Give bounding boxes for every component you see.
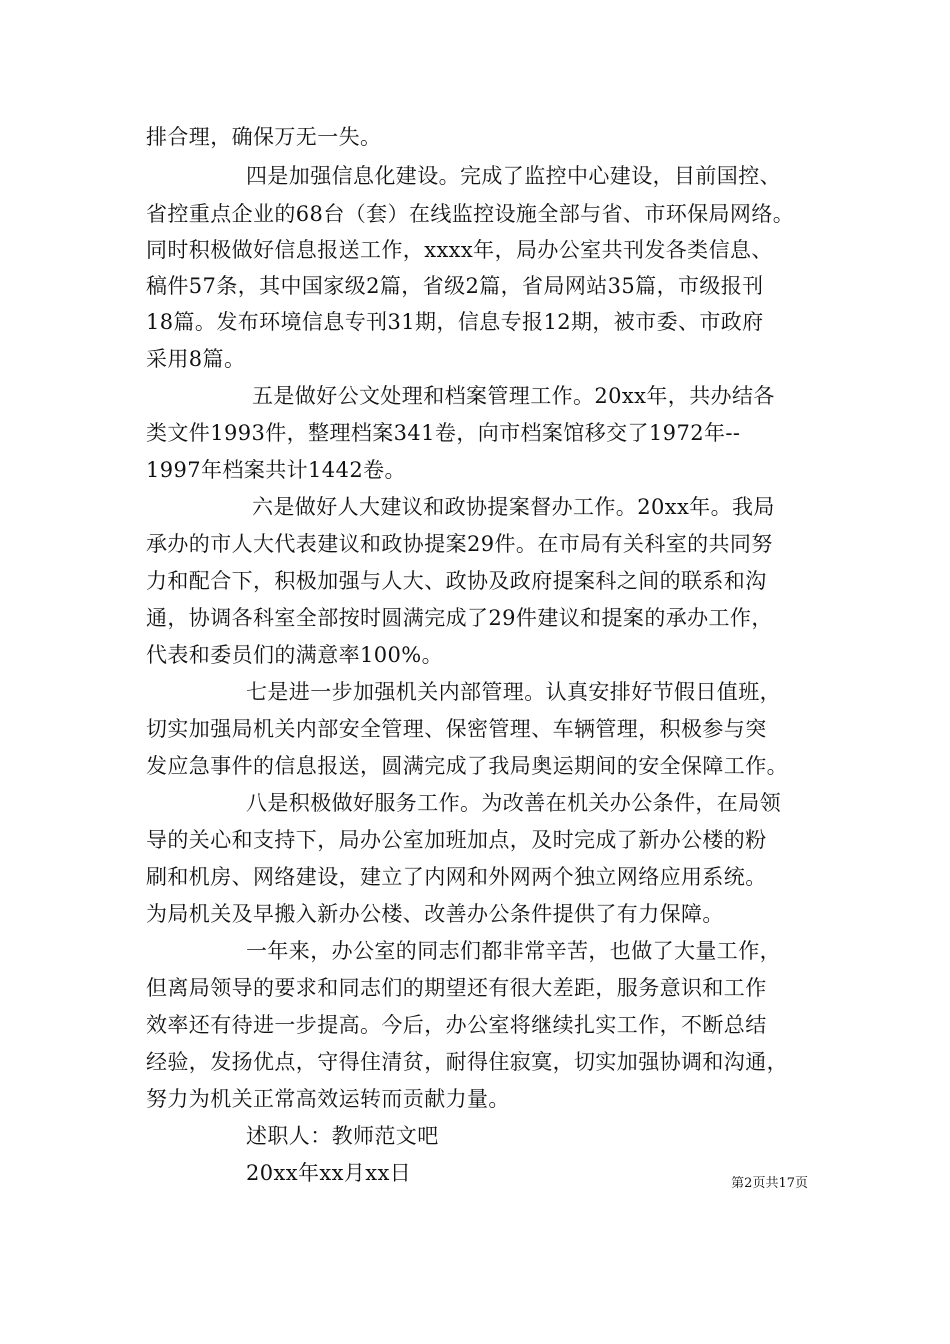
text-line: 代表和委员们的满意率100%。 bbox=[146, 643, 444, 667]
text-line: 承办的市人大代表建议和政协提案29件。在市局有关科室的共同努 bbox=[146, 532, 773, 556]
text-line: 类文件1993件，整理档案341卷，向市档案馆移交了1972年-- bbox=[146, 421, 741, 445]
text-line: 经验，发扬优点，守得住清贫，耐得住寂寞，切实加强协调和沟通， bbox=[146, 1050, 788, 1074]
text-line: 导的关心和支持下，局办公室加班加点，及时完成了新办公楼的粉 bbox=[146, 828, 767, 852]
text-line: 1997年档案共计1442卷。 bbox=[146, 458, 406, 482]
text-line: 五是做好公文处理和档案管理工作。20xx年，共办结各 bbox=[252, 384, 775, 408]
text-line: 八是积极做好服务工作。为改善在机关办公条件，在局领 bbox=[246, 791, 781, 815]
text-line: 同时积极做好信息报送工作，xxxx年，局办公室共刊发各类信息、 bbox=[146, 238, 773, 262]
date-line: 20xx年xx月xx日 bbox=[246, 1161, 412, 1185]
text-line: 切实加强局机关内部安全管理、保密管理、车辆管理，积极参与突 bbox=[146, 717, 767, 741]
text-line: 效率还有待进一步提高。今后，办公室将继续扎实工作，不断总结 bbox=[146, 1013, 767, 1037]
text-line: 刷和机房、网络建设，建立了内网和外网两个独立网络应用系统。 bbox=[146, 865, 767, 889]
page-number: 第2页共17页 bbox=[731, 1176, 808, 1191]
text-line: 稿件57条，其中国家级2篇，省级2篇，省局网站35篇，市级报刊 bbox=[146, 274, 764, 298]
text-line: 为局机关及早搬入新办公楼、改善办公条件提供了有力保障。 bbox=[146, 902, 724, 926]
text-line: 排合理，确保万无一失。 bbox=[146, 125, 382, 149]
text-line: 采用8篇。 bbox=[146, 347, 246, 371]
text-line: 四是加强信息化建设。完成了监控中心建设，目前国控、 bbox=[246, 164, 781, 188]
text-line: 省控重点企业的68台（套）在线监控设施全部与省、市环保局网络。 bbox=[146, 202, 795, 226]
text-line: 六是做好人大建议和政协提案督办工作。20xx年。我局 bbox=[252, 495, 775, 519]
text-line: 通，协调各科室全部按时圆满完成了29件建议和提案的承办工作， bbox=[146, 606, 773, 630]
text-line: 力和配合下，积极加强与人大、政协及政府提案科之间的联系和沟 bbox=[146, 569, 767, 593]
text-line: 七是进一步加强机关内部管理。认真安排好节假日值班， bbox=[246, 680, 781, 704]
text-line: 一年来，办公室的同志们都非常辛苦，也做了大量工作， bbox=[246, 939, 781, 963]
text-line: 但离局领导的要求和同志们的期望还有很大差距，服务意识和工作 bbox=[146, 976, 767, 1000]
text-line: 18篇。发布环境信息专刊31期，信息专报12期，被市委、市政府 bbox=[146, 310, 764, 334]
text-line: 发应急事件的信息报送，圆满完成了我局奥运期间的安全保障工作。 bbox=[146, 754, 788, 778]
text-line: 努力为机关正常高效运转而贡献力量。 bbox=[146, 1087, 510, 1111]
signature-line: 述职人：教师范文吧 bbox=[246, 1124, 439, 1148]
